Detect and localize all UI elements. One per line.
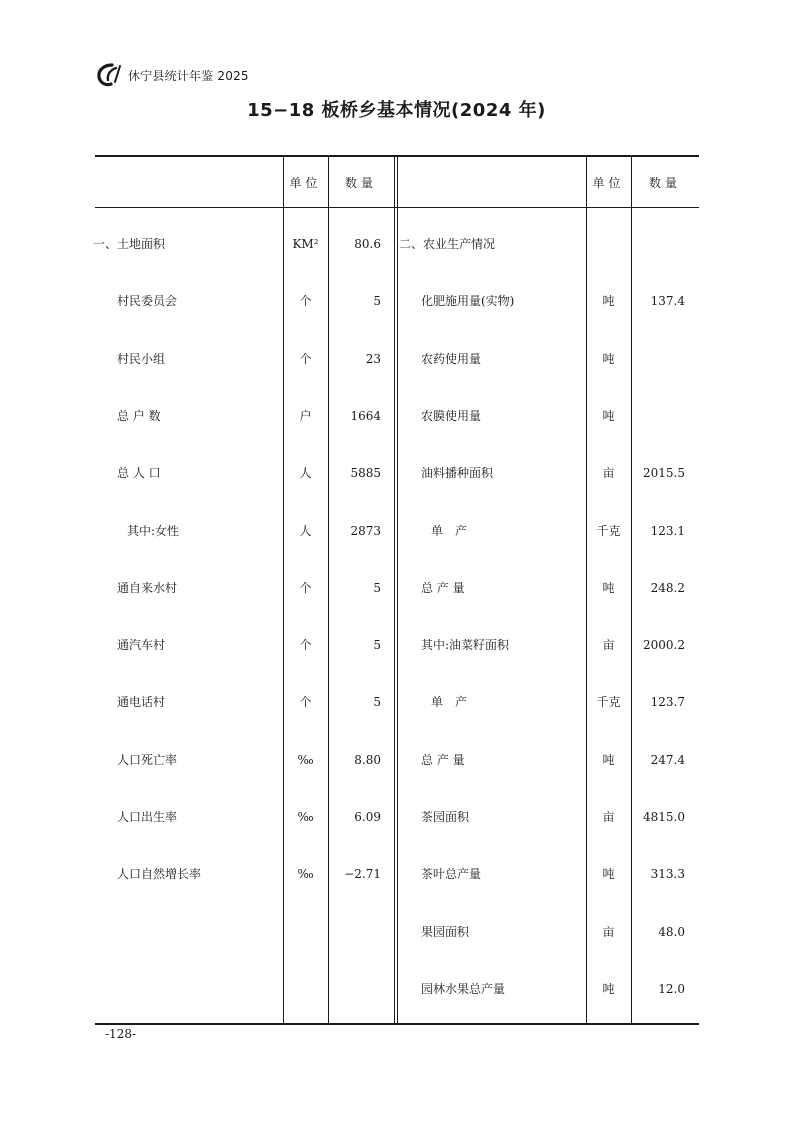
- row-label: 单 产: [431, 695, 468, 709]
- row-label: 单 产: [431, 524, 468, 538]
- yearbook-name: 休宁县统计年鉴 2025: [128, 68, 249, 83]
- row-label: 园林水果总产量: [421, 982, 506, 996]
- row-label: 茶叶总产量: [421, 867, 482, 881]
- row-label: 其中:油菜籽面积: [421, 638, 510, 652]
- row-label: 通汽车村: [117, 638, 166, 652]
- row-unit: 个: [299, 638, 312, 652]
- row-value: 5: [373, 581, 381, 595]
- row-label: 农药使用量: [421, 352, 482, 366]
- row-label: 人口死亡率: [117, 753, 178, 767]
- row-value: 80.6: [354, 237, 381, 251]
- page-header: [96, 62, 249, 88]
- header-unit-right: 单位: [592, 176, 625, 190]
- col-divider: [631, 156, 632, 1023]
- row-unit: 吨: [602, 581, 615, 595]
- row-unit: 人: [299, 466, 312, 480]
- center-double-divider: [394, 156, 395, 1023]
- row-label: 其中:女性: [127, 524, 180, 538]
- row-value: 2873: [350, 524, 381, 538]
- row-label: 村民小组: [117, 352, 166, 366]
- row-label: 油料播种面积: [421, 466, 494, 480]
- row-value: 4815.0: [643, 810, 685, 824]
- row-unit: 吨: [602, 867, 615, 881]
- row-unit: 户: [299, 409, 312, 423]
- row-unit: 亩: [602, 810, 615, 824]
- data-table: [95, 155, 699, 1023]
- header-amount-right: 数量: [648, 176, 681, 190]
- row-value: 248.2: [650, 581, 685, 595]
- page-title: 15−18 板桥乡基本情况(2024 年): [247, 100, 546, 121]
- row-value: 6.09: [354, 810, 381, 824]
- row-unit: 个: [299, 294, 312, 308]
- row-label: 农膜使用量: [421, 409, 482, 423]
- row-label: 人口出生率: [117, 810, 178, 824]
- row-unit: ‰: [297, 753, 314, 767]
- row-value: 313.3: [650, 867, 685, 881]
- row-unit: ‰: [297, 810, 314, 824]
- row-label: 总 产 量: [421, 581, 465, 595]
- row-label: 通自来水村: [117, 581, 178, 595]
- row-label: 村民委员会: [117, 294, 178, 308]
- row-unit: 亩: [602, 638, 615, 652]
- row-label: 通电话村: [117, 695, 166, 709]
- yearbook-logo-icon: [96, 62, 124, 88]
- row-unit: 千克: [596, 524, 621, 538]
- row-unit: 吨: [602, 753, 615, 767]
- row-label: 二、农业生产情况: [399, 237, 496, 251]
- row-unit: ‰: [297, 867, 314, 881]
- row-value: 5: [373, 695, 381, 709]
- row-value: 5: [373, 638, 381, 652]
- row-value: 8.80: [354, 753, 381, 767]
- row-label: 总 产 量: [421, 753, 465, 767]
- row-label: 果园面积: [421, 925, 470, 939]
- row-unit: 千克: [596, 695, 621, 709]
- row-value: 48.0: [658, 925, 685, 939]
- row-value: −2.71: [344, 867, 381, 881]
- row-label: 总 户 数: [117, 409, 161, 423]
- row-value: 247.4: [650, 753, 685, 767]
- row-unit: 亩: [602, 925, 615, 939]
- row-label: 总 人 口: [117, 466, 161, 480]
- center-double-divider: [397, 156, 398, 1023]
- row-unit: 亩: [602, 466, 615, 480]
- row-value: 123.7: [650, 695, 685, 709]
- row-value: 2000.2: [643, 638, 685, 652]
- col-divider: [328, 156, 329, 1023]
- row-value: 137.4: [650, 294, 685, 308]
- row-unit: 吨: [602, 409, 615, 423]
- row-unit: 个: [299, 352, 312, 366]
- row-value: 12.0: [658, 982, 685, 996]
- row-unit: 吨: [602, 294, 615, 308]
- row-unit: 吨: [602, 982, 615, 996]
- row-unit: 个: [299, 695, 312, 709]
- table-bottom-rule: [95, 1023, 699, 1025]
- row-unit: KM²: [292, 237, 319, 251]
- row-label: 化肥施用量(实物): [421, 294, 515, 308]
- row-label: 一、土地面积: [93, 237, 166, 251]
- row-label: 茶园面积: [421, 810, 470, 824]
- row-value: 123.1: [650, 524, 685, 538]
- page-number: -128-: [105, 1027, 137, 1041]
- row-value: 5: [373, 294, 381, 308]
- row-unit: 个: [299, 581, 312, 595]
- row-unit: 吨: [602, 352, 615, 366]
- header-amount-left: 数量: [344, 176, 377, 190]
- row-value: 2015.5: [643, 466, 685, 480]
- row-value: 23: [365, 352, 381, 366]
- row-value: 5885: [350, 466, 381, 480]
- row-value: 1664: [350, 409, 381, 423]
- header-unit-left: 单位: [289, 176, 322, 190]
- row-unit: 人: [299, 524, 312, 538]
- row-label: 人口自然增长率: [117, 867, 202, 881]
